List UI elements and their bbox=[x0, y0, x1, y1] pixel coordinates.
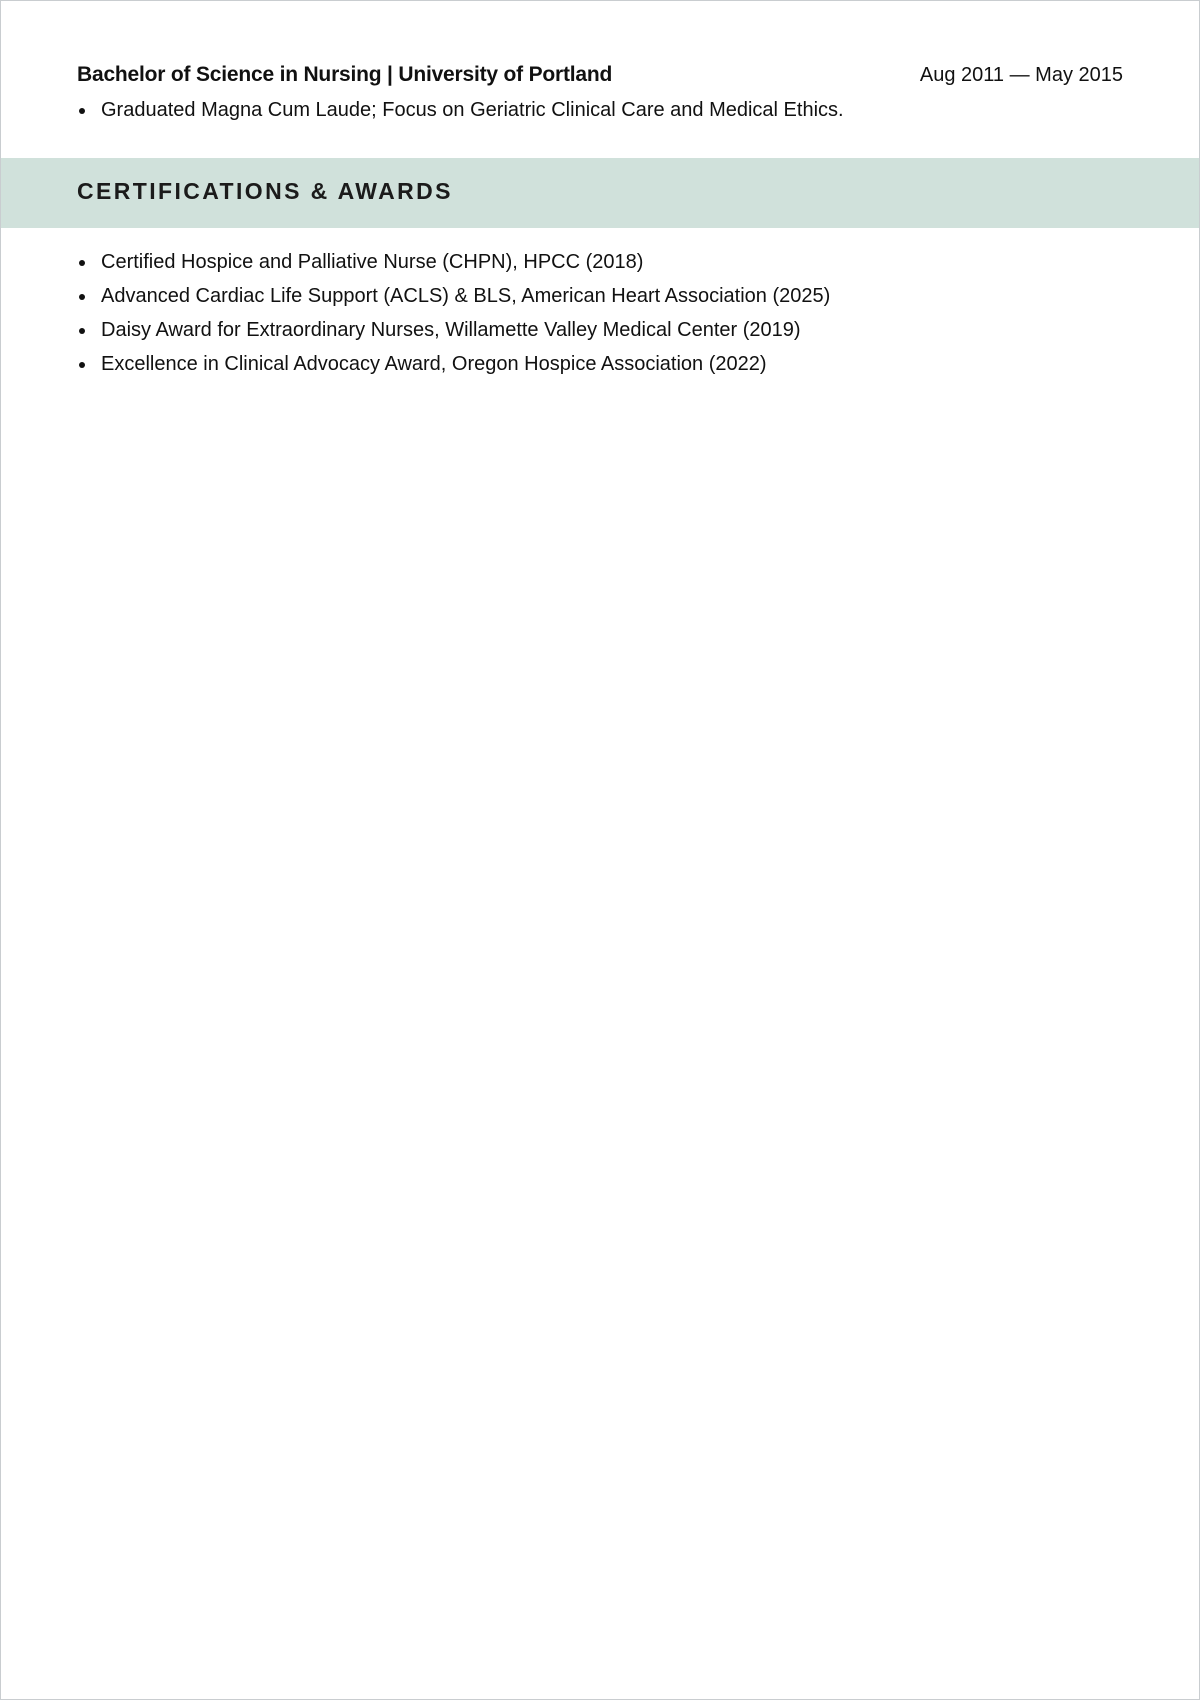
certification-item: Daisy Award for Extraordinary Nurses, Willamette Valley Medical Center (2019) bbox=[77, 313, 1123, 347]
education-bullet: Graduated Magna Cum Laude; Focus on Geriatric Clinical Care and Medical Ethics. bbox=[77, 93, 1123, 127]
education-dates: Aug 2011 — May 2015 bbox=[919, 64, 1123, 86]
section-title: CERTIFICATIONS & AWARDS bbox=[77, 178, 453, 204]
education-bullet-list bbox=[77, 93, 1123, 127]
degree-title: Bachelor of Science in Nursing | University of Portland bbox=[77, 63, 613, 86]
education-entry-header bbox=[77, 63, 1123, 93]
certifications-list bbox=[77, 245, 1123, 381]
certification-item: Certified Hospice and Palliative Nurse (CHPN), HPCC (2018) bbox=[77, 245, 1123, 279]
certification-item: Excellence in Clinical Advocacy Award, Oregon Hospice Association (2022) bbox=[77, 347, 1123, 381]
certifications-section-header bbox=[1, 158, 1199, 228]
certification-item: Advanced Cardiac Life Support (ACLS) & BLS, American Heart Association (2025) bbox=[77, 279, 1123, 313]
education-entry bbox=[77, 63, 1123, 127]
